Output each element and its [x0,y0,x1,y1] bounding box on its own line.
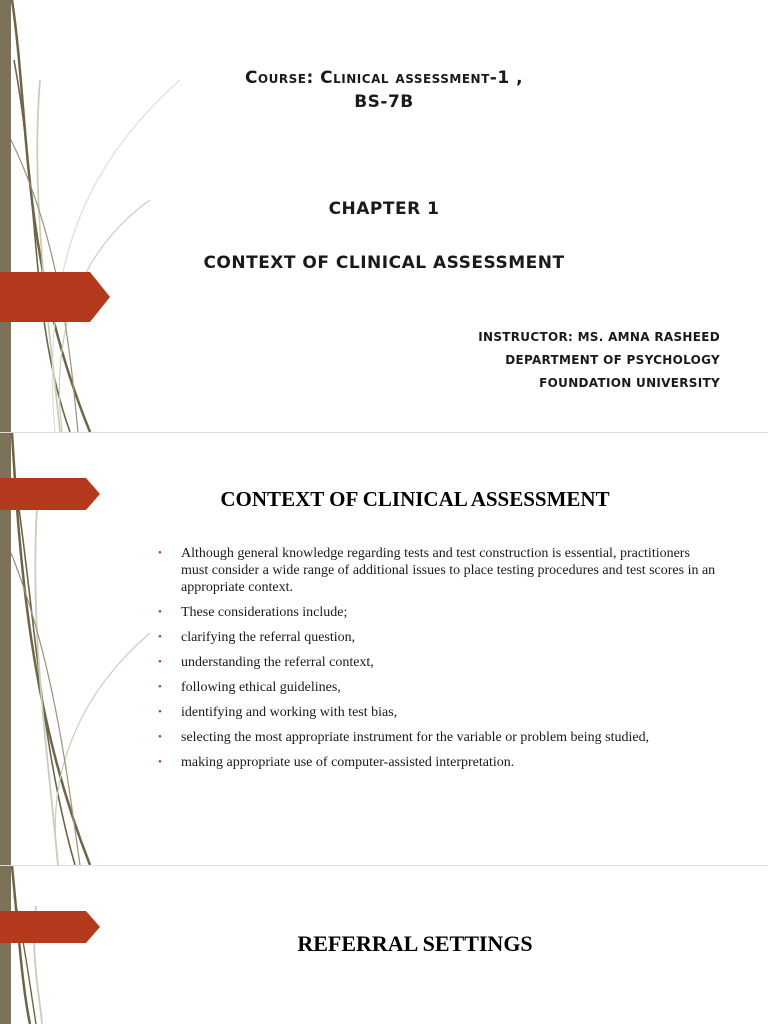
bullet-list [158,545,718,779]
slide-title [0,0,768,432]
list-item: • selecting the most appropriate instrument for the variable or problem being studied, [158,730,650,745]
bullet-dot-icon: • [158,731,162,743]
list-item: • understanding the referral context, [158,655,374,670]
list-item: • Although general knowledge regarding tests and test construction is essential, practitioners must consider a wide range of additional issues to place testing procedures and test scores in an appropriate context. [158,546,716,595]
list-item: • clarifying the referral question, [158,630,356,645]
bullet-dot-icon: • [158,681,162,693]
course-title-line2: BS-7B [354,92,414,112]
instructor-name: INSTRUCTOR: MS. AMNA RASHEED [478,330,720,344]
arrow-tab-icon [0,272,110,322]
list-item: • making appropriate use of computer-assisted interpretation. [158,755,515,770]
left-accent-bar [0,866,11,1024]
instructor-info [478,326,720,395]
department-name: DEPARTMENT OF PSYCHOLOGY [505,353,720,367]
list-item: • These considerations include; [158,605,348,620]
chapter-subtitle: CONTEXT OF CLINICAL ASSESSMENT [203,253,565,273]
bullet-dot-icon: • [158,631,162,643]
list-item: • following ethical guidelines, [158,680,341,695]
chapter-title: CHAPTER 1 [328,199,440,219]
slide-context [0,433,768,865]
bullet-dot-icon: • [158,706,162,718]
bullet-dot-icon: • [158,756,162,768]
slide-heading: REFERRAL SETTINGS [297,931,533,956]
bullet-dot-icon: • [158,606,162,618]
course-title-line1: Course: Clinical assessment-1 , [244,68,524,88]
bullet-dot-icon: • [158,656,162,668]
slide-heading: CONTEXT OF CLINICAL ASSESSMENT [220,487,610,511]
university-name: FOUNDATION UNIVERSITY [539,376,720,390]
course-title [0,66,768,114]
list-item: • identifying and working with test bias, [158,705,398,720]
bullet-dot-icon: • [158,547,162,559]
slide-referral [0,866,768,1024]
